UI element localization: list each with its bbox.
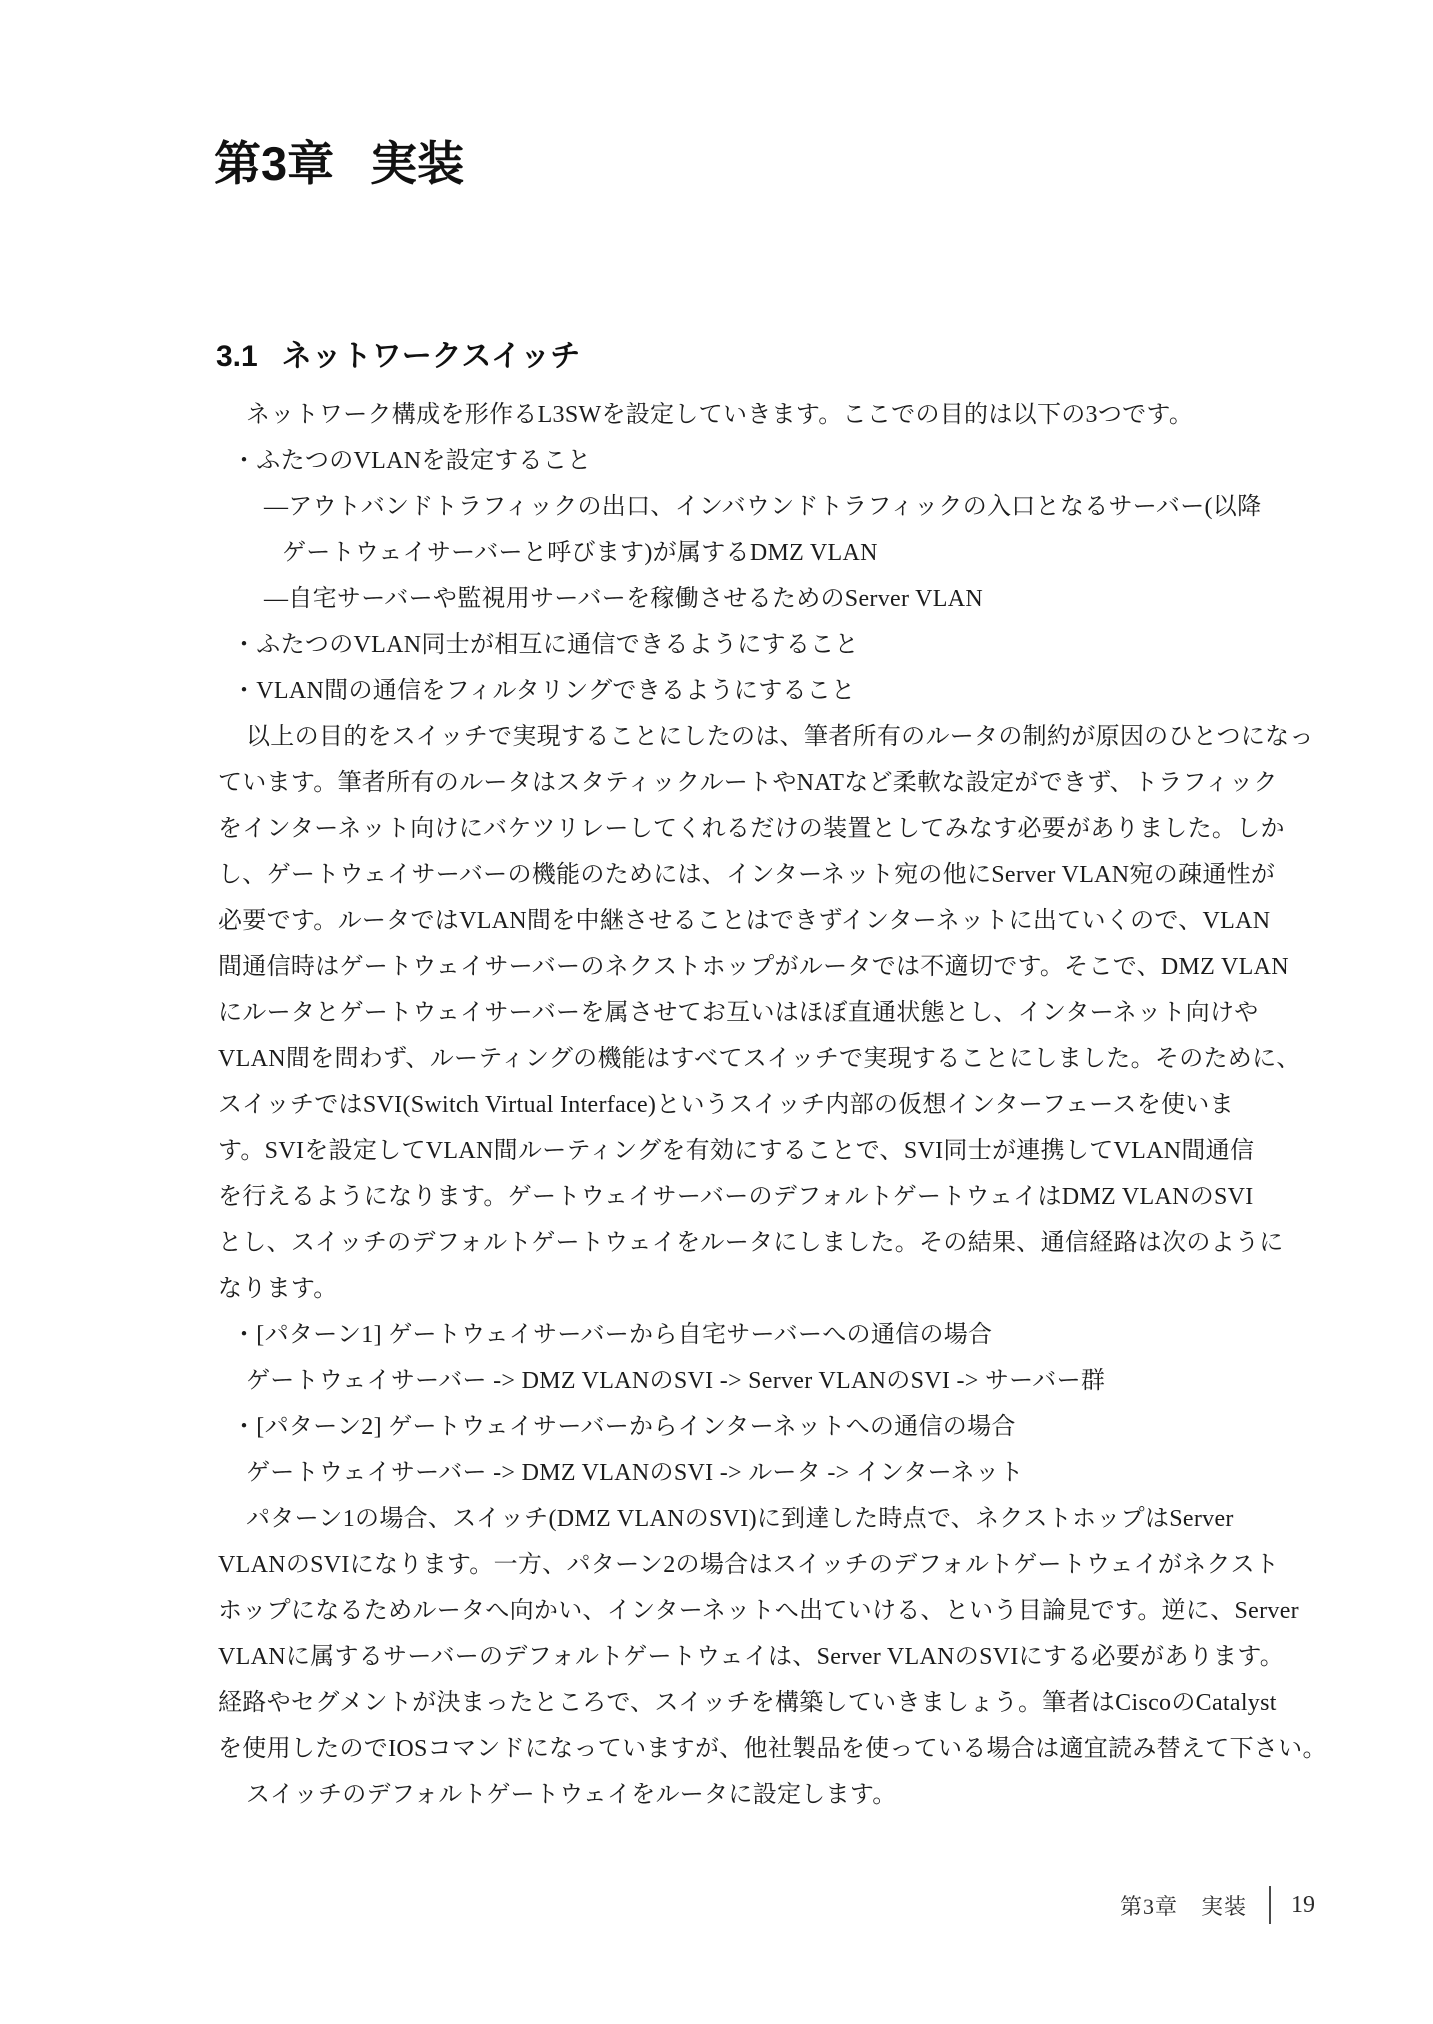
footer-page-number: 19	[1291, 1891, 1315, 1918]
text-line: 以上の目的をスイッチで実現することにしたのは、筆者所有のルータの制約が原因のひとつになっ	[246, 724, 1314, 750]
chapter-title-text: 実装	[370, 137, 465, 191]
text-line: 必要です。ルータではVLAN間を中継させることはできずインターネットに出ていくので、VLAN	[218, 908, 1271, 934]
page-footer	[1120, 1886, 1315, 1924]
footer-divider	[1269, 1886, 1271, 1924]
text-line: VLAN間を問わず、ルーティングの機能はすべてスイッチで実現することにしました。そのために、	[218, 1046, 1301, 1072]
text-line: ・VLAN間の通信をフィルタリングできるようにすること	[232, 678, 856, 704]
text-line: を行えるようになります。ゲートウェイサーバーのデフォルトゲートウェイはDMZ VLANのSVI	[218, 1184, 1254, 1210]
text-line: をインターネット向けにバケツリレーしてくれるだけの装置としてみなす必要がありました。しか	[218, 816, 1285, 842]
footer-chapter-label: 第3章 実装	[1119, 1893, 1247, 1919]
text-line: ホップになるためルータへ向かい、インターネットへ出ていける、という目論見です。逆に、Server	[218, 1598, 1299, 1624]
text-line: VLANに属するサーバーのデフォルトゲートウェイは、Server VLANのSVIにする必要があります。	[218, 1644, 1285, 1670]
text-line: なります。	[218, 1276, 338, 1302]
text-line: を使用したのでIOSコマンドになっていますが、他社製品を使っている場合は適宜読み替えて下さい。	[218, 1736, 1327, 1762]
chapter-number: 第3章	[214, 137, 335, 191]
section-title-text: ネットワークスイッチ	[281, 339, 581, 373]
text-line: ―自宅サーバーや監視用サーバーを稼働させるためのServer VLAN	[264, 586, 983, 612]
section-heading	[216, 339, 580, 375]
text-line: ています。筆者所有のルータはスタティックルートやNATなど柔軟な設定ができず、トラフィック	[218, 770, 1278, 796]
text-line: とし、スイッチのデフォルトゲートウェイをルータにしました。その結果、通信経路は次のように	[218, 1230, 1284, 1256]
text-line: にルータとゲートウェイサーバーを属させてお互いはほぼ直通状態とし、インターネット向けや	[218, 1000, 1259, 1026]
text-line: 間通信時はゲートウェイサーバーのネクストホップがルータでは不適切です。そこで、DMZ VLAN	[218, 954, 1289, 980]
section-number: 3.1	[216, 339, 258, 373]
text-line: パターン1の場合、スイッチ(DMZ VLANのSVI)に到達した時点で、ネクストホップはServer	[246, 1506, 1234, 1532]
text-line: ・ふたつのVLANを設定すること	[232, 448, 592, 474]
text-line: スイッチではSVI(Switch Virtual Interface)というスイッチ内部の仮想インターフェースを使いま	[218, 1092, 1234, 1118]
text-line: ゲートウェイサーバー -> DMZ VLANのSVI -> ルータ -> インターネット	[246, 1460, 1024, 1486]
text-line: ゲートウェイサーバーと呼びます)が属するDMZ VLAN	[282, 540, 878, 566]
text-line: し、ゲートウェイサーバーの機能のためには、インターネット宛の他にServer VLAN宛の疎通性が	[218, 862, 1276, 888]
chapter-title	[214, 137, 464, 191]
text-line: スイッチのデフォルトゲートウェイをルータに設定します。	[246, 1782, 897, 1808]
text-line: ・ふたつのVLAN同士が相互に通信できるようにすること	[232, 632, 859, 658]
text-line: ゲートウェイサーバー -> DMZ VLANのSVI -> Server VLANのSVI -> サーバー群	[246, 1368, 1106, 1394]
text-line: ・[パターン2] ゲートウェイサーバーからインターネットへの通信の場合	[232, 1414, 1016, 1440]
text-line: ネットワーク構成を形作るL3SWを設定していきます。ここでの目的は以下の3つです。	[246, 402, 1194, 428]
text-line: ―アウトバンドトラフィックの出口、インバウンドトラフィックの入口となるサーバー(以降	[264, 494, 1262, 520]
body-text	[218, 392, 1327, 1818]
text-line: ・[パターン1] ゲートウェイサーバーから自宅サーバーへの通信の場合	[232, 1322, 993, 1348]
text-line: 経路やセグメントが決まったところで、スイッチを構築していきましょう。筆者はCiscoのCatalyst	[218, 1690, 1277, 1716]
text-line: す。SVIを設定してVLAN間ルーティングを有効にすることで、SVI同士が連携してVLAN間通信	[218, 1138, 1255, 1164]
text-line: VLANのSVIになります。一方、パターン2の場合はスイッチのデフォルトゲートウェイがネクスト	[218, 1552, 1280, 1578]
